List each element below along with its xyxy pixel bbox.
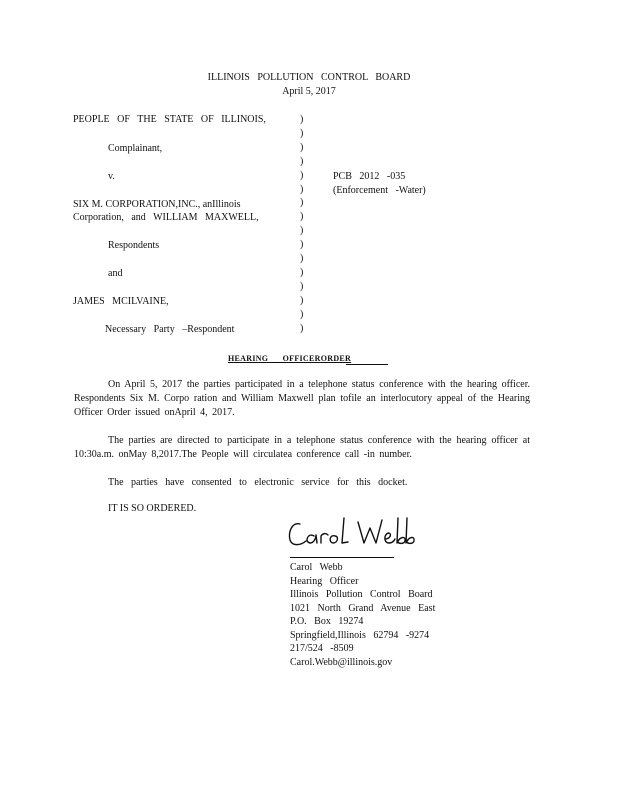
signer-phone: 217/524 -8509 bbox=[290, 643, 354, 654]
paragraph-3: The parties have consented to electronic service for this docket. bbox=[108, 477, 408, 488]
paren: ) bbox=[300, 322, 304, 334]
signer-email: Carol.Webb@illinois.gov bbox=[290, 656, 393, 668]
order-date: April 5, 2017 bbox=[282, 86, 336, 97]
defendant-line-2: Corporation, and WILLIAM MAXWELL, bbox=[73, 212, 259, 223]
paren: ) bbox=[300, 266, 304, 278]
paren: ) bbox=[300, 114, 304, 125]
paren: ) bbox=[300, 169, 304, 181]
signer-name: Carol Webb bbox=[290, 562, 343, 573]
signer-po-box: P.O. Box 19274 bbox=[290, 616, 364, 627]
signer-agency: Illinois Pollution Control Board bbox=[290, 589, 433, 600]
versus-label: v. bbox=[108, 171, 115, 182]
defendant-line-1: SIX M. CORPORATION,INC., anIllinois bbox=[73, 199, 241, 210]
signer-street: 1021 North Grand Avenue East bbox=[290, 602, 436, 614]
handwritten-signature bbox=[286, 512, 416, 558]
paren: ) bbox=[300, 253, 304, 265]
paren: ) bbox=[300, 239, 304, 251]
case-type: (Enforcement -Water) bbox=[333, 185, 426, 196]
paren: ) bbox=[300, 225, 304, 237]
paren: ) bbox=[300, 308, 304, 320]
paren: ) bbox=[300, 155, 304, 167]
signer-title: Hearing Officer bbox=[290, 575, 359, 587]
complainant-label: Complainant, bbox=[108, 143, 163, 154]
paren: ) bbox=[300, 211, 304, 223]
paragraph-1: On April 5, 2017 the parties participated in a telephone status conference with the hearing officer. Respondents Six M. Corpo ration and William Maxwell plan tofile an interlocutory appeal of the Hearing Officer Order issued onApril 4, 2017. bbox=[74, 379, 530, 418]
case-number: PCB 2012 -035 bbox=[333, 171, 406, 182]
paren: ) bbox=[300, 127, 304, 139]
signer-city: Springfield,Illinois 62794 -9274 bbox=[290, 629, 430, 641]
paren: ) bbox=[300, 183, 304, 195]
title-underline-extension bbox=[346, 364, 388, 365]
party-name: JAMES MCILVAINE, bbox=[73, 296, 169, 307]
board-name: ILLINOIS POLLUTION CONTROL BOARD bbox=[207, 72, 411, 83]
caption-parentheses bbox=[300, 113, 303, 336]
party-role: Necessary Party –Respondent bbox=[105, 324, 235, 335]
and-label: and bbox=[108, 268, 123, 279]
order-title: HEARING OFFICERORDER bbox=[228, 354, 352, 363]
signature-block bbox=[290, 561, 435, 669]
signature-line bbox=[290, 557, 394, 558]
paren: ) bbox=[300, 141, 304, 153]
respondents-label: Respondents bbox=[108, 240, 160, 251]
paragraph-2: The parties are directed to participate in a telephone status conference with the hearing officer at 10:30a.m. onMay 8,2017.The People will circulatea conference call -in number. bbox=[74, 435, 530, 460]
paren: ) bbox=[300, 294, 304, 306]
paren: ) bbox=[300, 280, 304, 292]
so-ordered: IT IS SO ORDERED. bbox=[108, 503, 197, 514]
paren: ) bbox=[300, 197, 304, 209]
plaintiff-name: PEOPLE OF THE STATE OF ILLINOIS, bbox=[73, 114, 266, 125]
